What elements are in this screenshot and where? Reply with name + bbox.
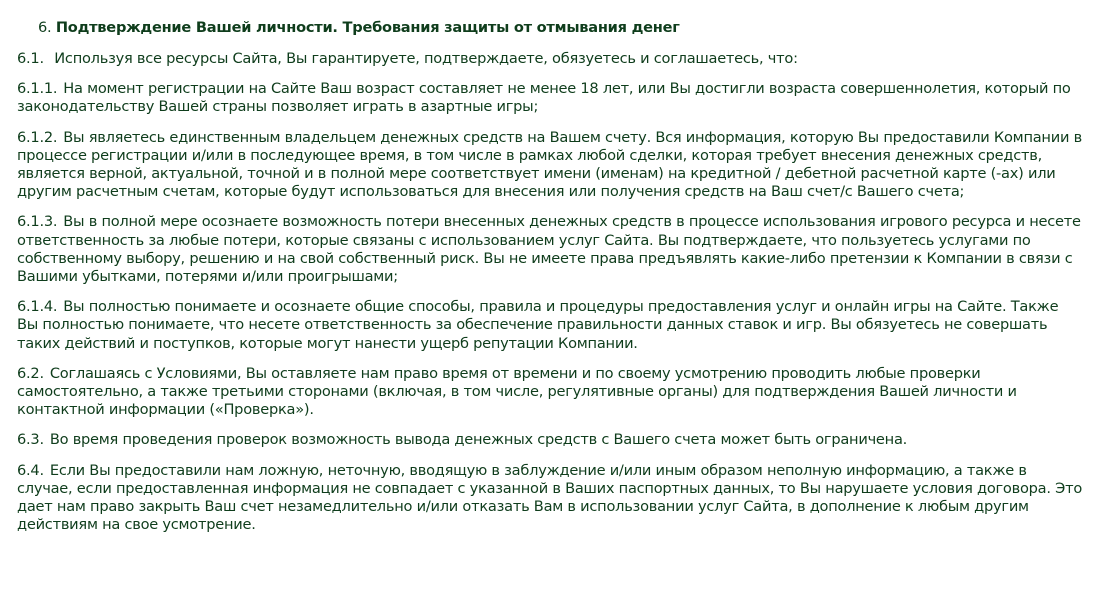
section-number: 6. [38,19,52,36]
paragraph-6-1-4 [17,298,1082,353]
paragraph-text: Вы являетесь единственным владельцем денежных средств на Вашем счету. Вся информация, которую Вы предоставили Компании в процессе регистрации и/или в последующее время, в том числе в рамках любой сделки, которая требует внесения денежных средств, является верной, актуальной, точной и в полной мере соответствует имени (именам) на кредитной / дебетной расчетной карте (-ах) или другим расчетным счетам, которые будут использоваться для внесения или получения средств на Ваш счет/с Вашего счета; [17,128,1082,201]
paragraph-6-1 [17,50,1082,68]
paragraph-number: 6.1. [17,50,44,67]
paragraph-text: На момент регистрации на Сайте Ваш возраст составляет не менее 18 лет, или Вы достигли возраста совершеннолетия, который по законодательству Вашей страны позволяет играть в азартные игры; [17,80,1071,116]
paragraph-6-1-3 [17,213,1082,286]
paragraph-number: 6.1.3. [17,213,58,231]
paragraph-number: 6.1.4. [17,298,58,316]
paragraph-number: 6.3. [17,431,44,449]
paragraph-6-3 [17,431,1082,449]
paragraph-6-2 [17,365,1082,420]
paragraph-number: 6.1.2. [17,128,58,146]
paragraph-6-1-2 [17,129,1082,202]
paragraph-text: Соглашаясь с Условиями, Вы оставляете нам право время от времени и по своему усмотрению проводить любые проверки самостоятельно, а также третьими сторонами (включая, в том числе, регулятивные органы) для подтверждения Вашей личности и контактной информации («Проверка»). [17,364,1017,419]
paragraph-text: Используя все ресурсы Сайта, Вы гарантируете, подтверждаете, обязуетесь и соглашаетесь, что: [54,50,798,67]
paragraph-text: Вы полностью понимаете и осознаете общие способы, правила и процедуры предоставления услуг и онлайн игры на Сайте. Также Вы полностью понимаете, что несете ответственность за обеспечение правильности данных ставок и игр. Вы обязуетесь не совершать таких действий и поступков, которые могут нанести ущерб репутации Компании. [17,298,1059,352]
paragraph-text: Если Вы предоставили нам ложную, неточную, вводящую в заблуждение и/или иным образом неполную информацию, а также в случае, если предоставленная информация не совпадает с указанной в Ваших паспортных данных, то Вы нарушаете условия договора. Это дает нам право закрыть Ваш счет незамедлительно и/или отказать Вам в использовании услуг Сайта, в дополнение к любым другим действиям на свое усмотрение. [17,461,1082,534]
paragraph-6-4 [17,462,1082,535]
paragraph-number: 6.4. [17,461,44,479]
section-heading [38,16,1082,40]
paragraph-text: Вы в полной мере осознаете возможность потери внесенных денежных средств в процессе использования игрового ресурса и несете ответственность за любые потери, которые связаны с использованием услуг Сайта. Вы подтверждаете, что пользуетесь услугами по собственному выбору, решению и на свой собственный риск. Вы не имеете права предъявлять какие-либо претензии к Компании в связи с Вашими убытками, потерями и/или проигрышами; [17,213,1081,286]
paragraph-6-1-1 [17,80,1082,116]
paragraph-number: 6.1.1. [17,80,58,98]
paragraph-number: 6.2. [17,364,44,382]
paragraph-text: Во время проведения проверок возможность вывода денежных средств с Вашего счета может быть ограничена. [49,431,908,449]
section-title: Подтверждение Вашей личности. Требования защиты от отмывания денег [55,19,680,36]
